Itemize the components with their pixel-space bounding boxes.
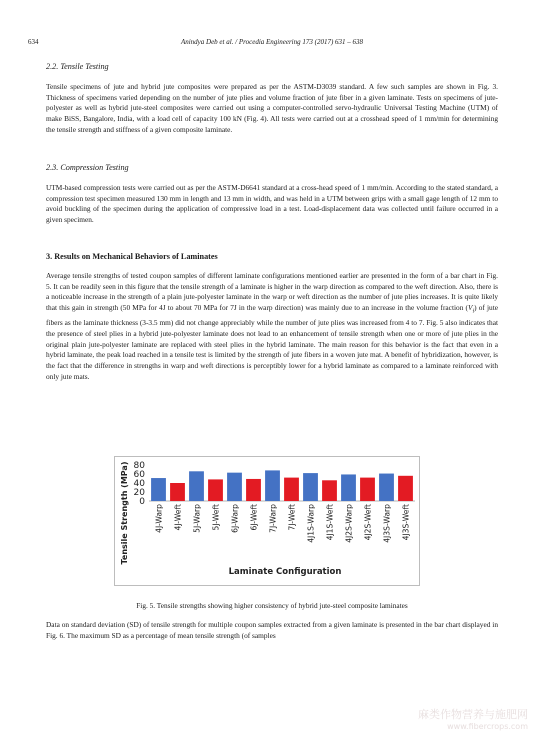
bar [246,479,261,501]
x-tick-label: 5J-Warp [192,504,202,533]
results-heading: 3. Results on Mechanical Behaviors of Laminates [46,252,218,261]
x-tick-label: 7J-Weft [287,504,297,531]
y-tick-label: 40 [133,479,145,489]
final-paragraph: Data on standard deviation (SD) of tensile strength for multiple coupon samples extracted from a given laminate is presented in the bar chart displayed in Fig. 6. The maximum SD as a percentage of mean tensile strength (of samples [46,620,498,640]
x-tick-label: 7J-Warp [268,504,278,533]
bar [341,474,356,501]
results-text-part-b: ) of jute fibers as the laminate thickness (3-3.5 mm) did not change appreciably while the number of jute plies was increased from 4 to 7. Fig. 5 also indicates that the presence of steel plies in a hybrid jute-polyester laminate does not lead to an enhancement of tensile strength when one or more of jute plies in the original plain jute-polyester laminate are replaced with steel plies in the hybrid laminate. The main reason for this behavior is the fact that even in a hybrid laminate, the peak load reached in a tensile test is limited by the strength of jute fibers in a woven jute mat. A benefit of hybridization, however, is the fact that the difference in strengths in warp and weft directions is perceptibly lower for a hybrid laminate as compared to a laminate reinforced with only jute mats. [46,303,498,381]
bar [170,483,185,501]
bar [284,478,299,501]
tensile-testing-paragraph: Tensile specimens of jute and hybrid jute composites were prepared as per the ASTM-D3039 standard. A few such samples are shown in Fig. 3. Thickness of specimens varied depending on the number of jute plies and volume fraction of jute fiber in a given laminate. Tests on specimens of jute-polyester as well as hybrid jute-steel composites were carried out using a computer-controlled servo-hydraulic Universal Testing Machine (UTM) of make BiSS, Bangalore, India, with a load cell of capacity 100 kN (Fig. 4). All tests were carried out at a crosshead speed of 1 mm/min for determining the tensile strength and stiffness of a given composite laminate. [46,82,498,134]
bar-chart-svg [115,457,419,585]
watermark-url: www.fibercrops.com [447,722,528,731]
bar [151,478,166,501]
bar [360,478,375,501]
bar [208,479,223,501]
plot-area [134,461,415,543]
bar [227,473,242,501]
watermark-chinese: 麻类作物营养与施肥网 [418,708,528,721]
bar [265,470,280,501]
x-tick-label: 4J2S-Weft [363,504,373,541]
x-tick-label: 4J1S-Warp [306,504,316,543]
page-number: 634 [28,38,39,46]
figure-caption: Fig. 5. Tensile strengths showing higher consistency of hybrid jute-steel composite laminates [136,601,408,610]
running-head: Anindya Deb et al. / Procedia Engineering 173 (2017) 631 – 638 [180,38,364,46]
bar [379,474,394,501]
results-text-part-a: Average tensile strengths of tested coupon samples of different laminate configurations mentioned earlier are presented in the form of a bar chart in Fig. 5. It can be readily seen in this figure that the tensile strength of a laminate is higher in the warp direction as compared to the weft direction. Also, there is a noticeable increase in the strength of a plain jute-polyester laminate in the warp or weft direction as the number of jute plies increases. It is quite likely that this gain in strength (50 MPa for 4J to about 70 MPa for 7J in the warp direction) was mainly due to an increase in the volume fraction ( [46,271,498,313]
bar [398,476,413,501]
x-tick-label: 6J-Weft [249,504,259,531]
compression-testing-paragraph: UTM-based compression tests were carried out as per the ASTM-D6641 standard at a cross-head speed of 1 mm/min. According to the stated standard, a compression test specimen measured 130 mm in length and 13 mm in width, and was held in a UTM between grips with a small gage length of 12 mm to avoid buckling of the specimen during the application of compressive load in a test. Load-displacement data was collected until failure occurred in a given specimen. [46,183,498,225]
x-tick-label: 4J1S-Weft [325,504,335,541]
x-tick-label: 5J-Weft [211,504,221,531]
compression-testing-heading: 2.3. Compression Testing [46,163,129,172]
x-axis-label: Laminate Configuration [228,567,342,577]
x-tick-label: 4J3S-Warp [382,504,392,543]
x-tick-label: 4J-Weft [173,504,183,531]
bar [189,471,204,501]
y-tick-label: 80 [133,461,145,471]
x-tick-label: 4J-Warp [154,504,164,533]
volume-fraction-symbol: V [467,303,473,313]
tensile-strength-chart [114,456,420,586]
bar [303,473,318,501]
x-tick-label: 4J3S-Weft [401,504,411,541]
tensile-testing-heading: 2.2. Tensile Testing [46,62,109,71]
x-tick-label: 6J-Warp [230,504,240,533]
y-axis-label: Tensile Strength (MPa) [120,461,129,565]
y-tick-label: 60 [133,470,145,480]
volume-fraction-subscript: f [472,309,475,315]
x-tick-label: 4J2S-Warp [344,504,354,543]
y-tick-label: 20 [133,488,145,498]
results-paragraph [46,271,498,383]
bar [322,480,337,501]
y-tick-label: 0 [139,497,145,507]
